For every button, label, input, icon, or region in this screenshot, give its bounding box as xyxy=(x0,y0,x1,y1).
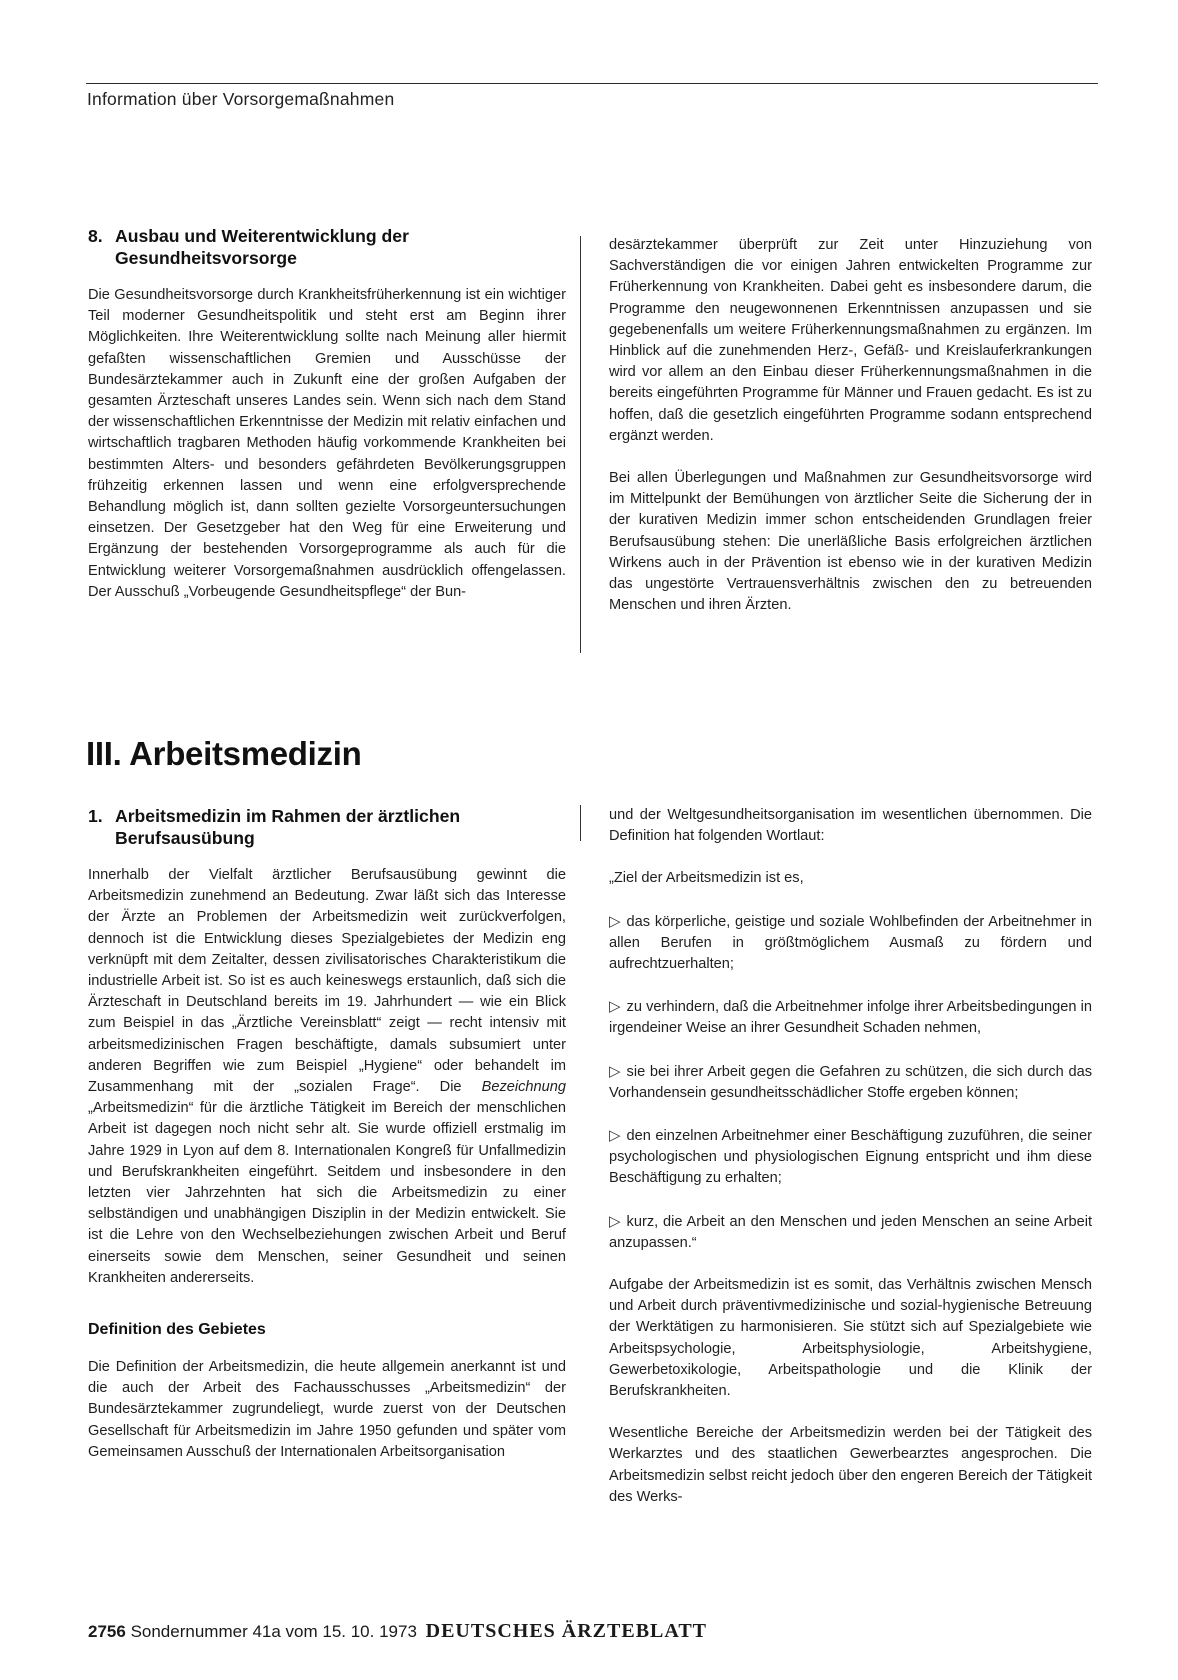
definition-bullet-3 xyxy=(609,1061,1092,1104)
definition-bullet-2 xyxy=(609,996,1092,1039)
definition-bullet-text: zu verhindern, daß die Arbeitnehmer infolge ihrer Arbeitsbedingungen in irgendeiner Weise an ihrer Gesundheit Schaden nehmen, xyxy=(609,999,1092,1037)
section-8-number: 8. xyxy=(88,226,103,246)
running-head: Information über Vorsorgemaßnahmen xyxy=(87,89,395,109)
section-1-left-column xyxy=(88,805,566,1463)
paragraph-1-part-b: „Arbeitsmedizin“ für die ärztliche Tätigkeit im Bereich der menschlichen Arbeit ist dagegen noch nicht sehr alt. Sie wurde offiziell erstmalig im Jahre 1929 in Lyon auf dem 8. Internationalen Kongreß für Unfallmedizin und Berufskrankheiten eingeführt. Seitdem und insbesondere in den letzten vier Jahrzehnten hat sich die Arbeitsmedizin zu einer selbständigen und unabhängigen Disziplin in der Medizin entwickelt. Sie ist die Lehre von den Wechselbeziehungen zwischen Arbeit und Beruf einerseits sowie dem Menschen, seiner Gesundheit und seinen Krankheiten andererseits. xyxy=(88,1100,566,1286)
section-8-heading xyxy=(88,225,566,269)
arbeitsmedizin-bereiche-paragraph: Wesentliche Bereiche der Arbeitsmedizin werden bei der Tätigkeit des Werkarztes und des staatlichen Gewerbearztes angesprochen. Die Arbeitsmedizin selbst reicht jedoch über den engeren Bereich der Tätigkeit des Werks- xyxy=(609,1425,1092,1505)
magazine-title: DEUTSCHES ÄRZTEBLATT xyxy=(425,1620,708,1642)
triangle-right-outline-icon: ▷ xyxy=(609,1127,621,1145)
definition-subheading: Definition des Gebietes xyxy=(88,1321,266,1339)
definition-bullet-text: kurz, die Arbeit an den Menschen und jeden Menschen an seine Arbeit anzupassen.“ xyxy=(609,1213,1092,1251)
triangle-right-outline-icon: ▷ xyxy=(609,1062,621,1080)
section-1-right-column xyxy=(609,805,1092,1508)
page-number: 2756 xyxy=(88,1622,126,1641)
page-footer xyxy=(88,1620,707,1643)
column-divider-section-1 xyxy=(580,805,581,841)
top-rule xyxy=(86,83,1098,84)
column-divider-section-8 xyxy=(580,236,581,653)
triangle-right-outline-icon: ▷ xyxy=(609,912,621,930)
chapter-heading: III. Arbeitsmedizin xyxy=(86,735,362,772)
paragraph-1-part-a: Innerhalb der Vielfalt ärztlicher Berufsausübung gewinnt die Arbeitsmedizin zunehmend an Bedeutung. Zwar läßt sich das Interesse der Ärzte an Problemen der Arbeitsmedizin weit zurückverfolgen, dennoch ist die Entwicklung dieses Spezialgebietes der Medizin eng verknüpft mit dem Zeitalter, dessen zivilisatorisches Charakteristikum die industrielle Arbeit ist. So ist es auch keineswegs erstaunlich, daß sich die Ärzteschaft in Deutschland bereits im 19. Jahrhundert — wie ein Blick zum Beispiel in das „Ärztliche Vereinsblatt“ zeigt — recht intensiv mit arbeitsmedizinischen Fragen beschäftigte, damals subsumiert unter anderen Begriffen wie zum Beispiel „Hygiene“ oder behandelt im Zusammenhang mit der „sozialen Frage“. Die xyxy=(88,867,566,1096)
section-8-left-column xyxy=(88,225,566,603)
section-8-paragraph-1: Die Gesundheitsvorsorge durch Krankheitsfrüherkennung ist ein wichtiger Teil moderner Gesundheitspolitik und steht erst am Beginn ihrer Möglichkeiten. Ihre Weiterentwicklung sollte nach Meinung aller hiermit gefaßten wissenschaftlichen Gremien und Ausschüsse der Bundesärztekammer auch in Zukunft eine der großen Aufgaben der gesamten Ärzteschaft unseres Landes sein. Wenn sich nach dem Stand der wissenschaftlichen Erkenntnisse der Medizin mit relativ einfachen und wirtschaftlich tragbaren Methoden häufig vorkommende Krankheiten bei bestimmten Alters- und besonders gefährdeten Bevölkerungsgruppen frühzeitig erkennen lassen und wenn eine erfolgversprechende Behandlung möglich ist, dann sollten gezielte Vorsorgeuntersuchungen einsetzen. Der Gesetzgeber hat den Weg für eine Erweiterung und Ergänzung der bestehenden Vorsorgeprogramme als auch für die Entwicklung weiterer Vorsorgemaßnahmen ausdrücklich offengelassen. Der Ausschuß „Vorbeugende Gesundheitspflege“ der Bun- xyxy=(88,287,566,600)
section-8-paragraph-3: Bei allen Überlegungen und Maßnahmen zur Gesundheitsvorsorge wird im Mittelpunkt der Bemühungen von ärztlicher Seite die Sicherung der in der kurativen Medizin immer schon entscheidenden Grundlagen freier Berufsausübung stehen: Die unerläßliche Basis erfolgreichen ärztlichen Wirkens auch in der Prävention ist ebenso wie in der kurativen Medizin das ungestörte Vertrauensverhältnis zwischen den zu betreuenden Menschen und ihren Ärzten. xyxy=(609,470,1092,614)
section-8-paragraph-2: desärztekammer überprüft zur Zeit unter Hinzuziehung von Sachverständigen die vor einigen Jahren entwickelten Programme zur Früherkennung von Krankheiten. Dabei geht es insbesondere darum, die Programme den neugewonnenen Erkenntnissen anzupassen und sie gegebenenfalls um weitere Früherkennungsmaßnahmen zu ergänzen. Im Hinblick auf die zunehmenden Herz-, Gefäß- und Kreislauferkrankungen wird vor allem an den Einbau dieser Früherkennungsmaßnahmen in die bereits eingeführten Programme für Männer und Frauen gedacht. Es ist zu hoffen, daß die gesetzlich eingeführten Programme sodann entsprechend ergänzt werden. xyxy=(609,237,1092,444)
definition-bullet-4 xyxy=(609,1125,1092,1190)
section-8-title-line2: Gesundheitsvorsorge xyxy=(115,248,297,268)
section-1-heading xyxy=(88,805,566,849)
definition-intro-paragraph: und der Weltgesundheitsorganisation im wesentlichen übernommen. Die Definition hat folgenden Wortlaut: xyxy=(609,807,1092,845)
definition-quote-opening: „Ziel der Arbeitsmedizin ist es, xyxy=(609,870,804,887)
section-1-number: 1. xyxy=(88,806,103,826)
issue-info: Sondernummer 41a vom 15. 10. 1973 xyxy=(130,1622,417,1641)
triangle-right-outline-icon: ▷ xyxy=(609,998,621,1016)
triangle-right-outline-icon: ▷ xyxy=(609,1212,621,1230)
section-8-title-line1: Ausbau und Weiterentwicklung der xyxy=(115,226,409,246)
arbeitsmedizin-aufgabe-paragraph: Aufgabe der Arbeitsmedizin ist es somit, das Verhältnis zwischen Mensch und Arbeit durch präventivmedizinische und sozial-hygienische Betreuung der Werktätigen zu harmonisieren. Sie stützt sich auf Spezialgebiete wie Arbeitspsychologie, Arbeitsphysiologie, Arbeitshygiene, Gewerbetoxikologie, Arbeitspathologie und die Klinik der Berufskrankheiten. xyxy=(609,1277,1092,1400)
definition-bullet-text: das körperliche, geistige und soziale Wohlbefinden der Arbeitnehmer in allen Berufen in größtmöglichem Ausmaß zu fördern und aufrechtzuerhalten; xyxy=(609,913,1092,973)
definition-bullet-text: den einzelnen Arbeitnehmer einer Beschäftigung zuzuführen, die seiner psychologischen und physiologischen Eignung entspricht und ihm diese Beschäftigung zu erhalten; xyxy=(609,1128,1092,1187)
definition-bullet-text: sie bei ihrer Arbeit gegen die Gefahren zu schützen, die sich durch das Vorhandensein gesundheitsschädlicher Stoffe ergeben können; xyxy=(609,1063,1092,1101)
paragraph-1-emphasis: Bezeichnung xyxy=(481,1079,566,1096)
section-8-right-column xyxy=(609,235,1092,616)
definition-bullet-1 xyxy=(609,911,1092,976)
section-1-paragraph-1 xyxy=(88,865,566,1289)
section-1-title-line1: Arbeitsmedizin im Rahmen der ärztlichen xyxy=(115,806,461,826)
section-1-title-line2: Berufsausübung xyxy=(115,828,255,848)
section-1-paragraph-2: Die Definition der Arbeitsmedizin, die heute allgemein anerkannt ist und die auch der Arbeit des Fachausschusses „Arbeitsmedizin“ der Bundesärztekammer zugrundeliegt, wurde zuerst von der Deutschen Gesellschaft für Arbeitsmedizin im Jahre 1950 gefunden und später vom Gemeinsamen Ausschuß der Internationalen Arbeitsorganisation xyxy=(88,1359,566,1460)
definition-bullet-5 xyxy=(609,1211,1092,1254)
